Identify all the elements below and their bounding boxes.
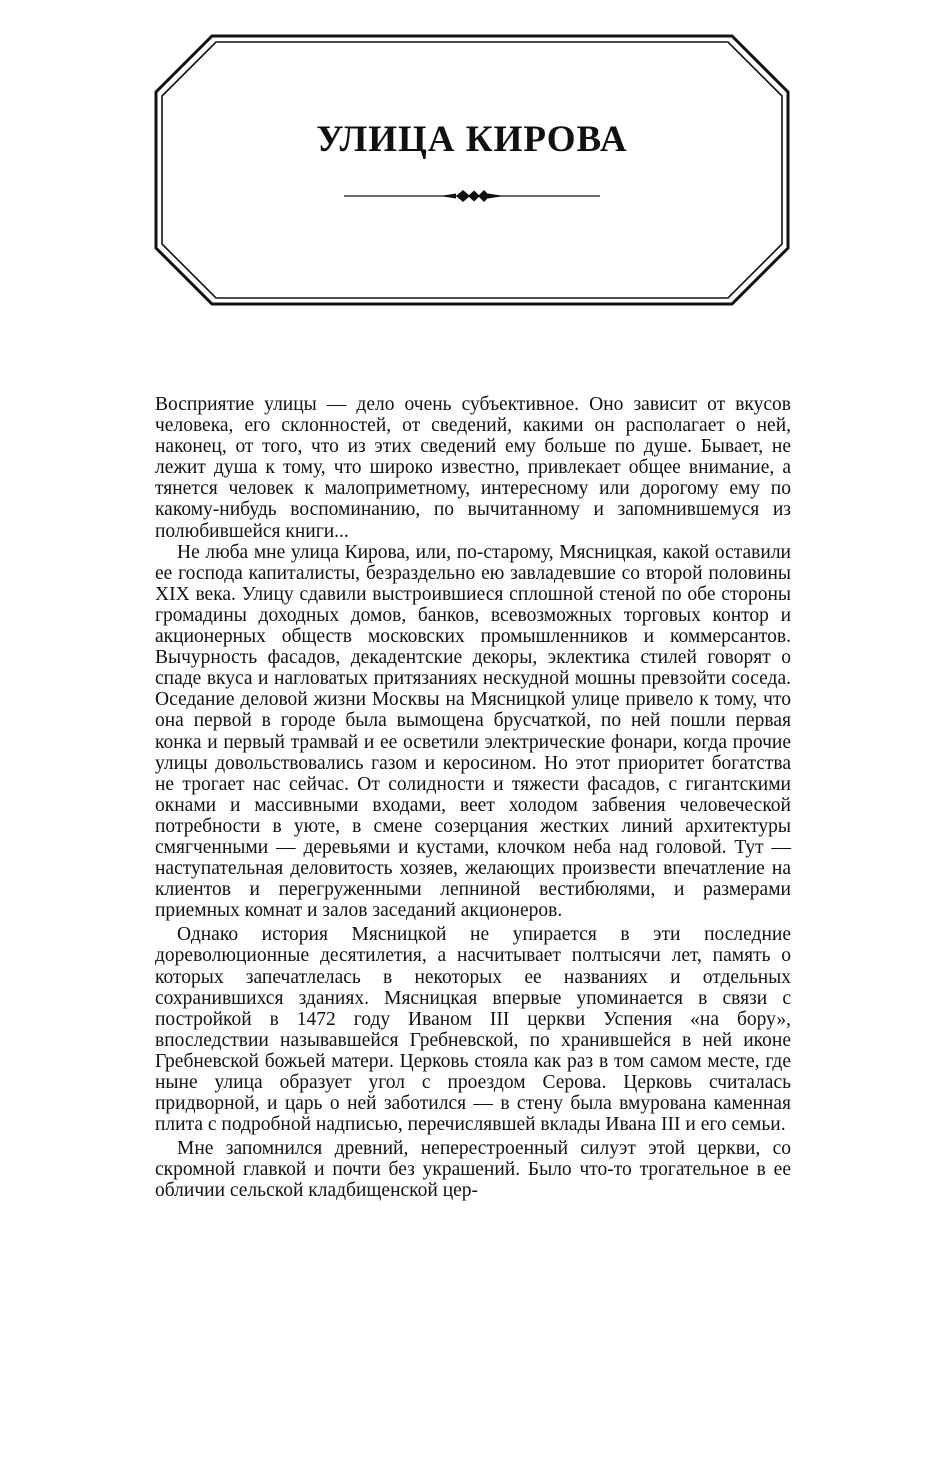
chapter-title: УЛИЦА КИРОВА: [316, 119, 628, 160]
diamond-ornament-icon: [344, 186, 600, 206]
octagonal-frame-border: [154, 34, 790, 306]
paragraph-1: Восприятие улицы — дело очень субъективное. Оно зависит от вкусов человека, его склонностей, от сведений, какими он располагает о ней, наконец, от того, что из этих сведений ему больше по душе. Бывает, не лежит душа к тому, что широко известно, привлекает общее внимание, а тянется человек к малоприметному, интересному или дорогому ему по какому-нибудь воспоминанию, по вычитанному и запомнившемуся из полюбившейся книги...: [155, 394, 791, 542]
paragraph-3: Однако история Мясницкой не упирается в эти последние дореволюционные десятилетия, а насчитывает полтысячи лет, память о которых запечатлелась в некоторых ее названиях и отдельных сохранившихся зданиях. Мясницкая впервые упоминается в связи с постройкой в 1472 году Иваном III церкви Успения «на бору», впоследствии называвшейся Гребневской, по хранившейся в ней иконе Гребневской божьей матери. Церковь стояла как раз в том самом месте, где ныне улица образует угол с проездом Серова. Церковь считалась придворной, и царь о ней заботился — в стену была вмурована каменная плита с подробной надписью, перечислявшей вклады Ивана III и его семьи.: [155, 924, 791, 1136]
paragraph-2: Не люба мне улица Кирова, или, по-старому, Мясницкая, какой оставили ее господа капиталисты, безраздельно ею завладевшие со второй половины XIX века. Улицу сдавили выстроившиеся сплошной стеной по обе стороны громадины доходных домов, банков, всевозможных торговых контор и акционерных обществ московских промышленников и коммерсантов. Вычурность фасадов, декадентские декоры, эклектика стилей говорят о спаде вкуса и нагловатых притязаниях нескудной мошны превзойти соседа. Оседание деловой жизни Москвы на Мясницкой улице привело к тому, что она первой в городе была вымощена брусчаткой, по ней пошли первая конка и первый трамвай и ее осветили электрические фонари, когда прочие улицы довольствовались газом и керосином. Но этот приоритет богатства не трогает нас сейчас. От солидности и тяжести фасадов, с гигантскими окнами и массивными входами, веет холодом забвения человеческой потребности в уюте, в смене созерцания жестких линий архитектуры смягченными — деревьями и кустами, клочком неба над головой. Тут — наступательная деловитость хозяев, желающих произвести впечатление на клиентов и перегруженными лепниной вестибюлями, и размерами приемных комнат и залов заседаний акционеров.: [155, 541, 791, 922]
paragraph-4: Мне запомнился древний, неперестроенный силуэт этой церкви, со скромной главкой и почти без украшений. Было что-то трогательное в ее обличии сельской кладбищенской цер-: [155, 1138, 791, 1202]
title-frame: [154, 34, 790, 306]
chapter-text: [155, 394, 791, 1202]
